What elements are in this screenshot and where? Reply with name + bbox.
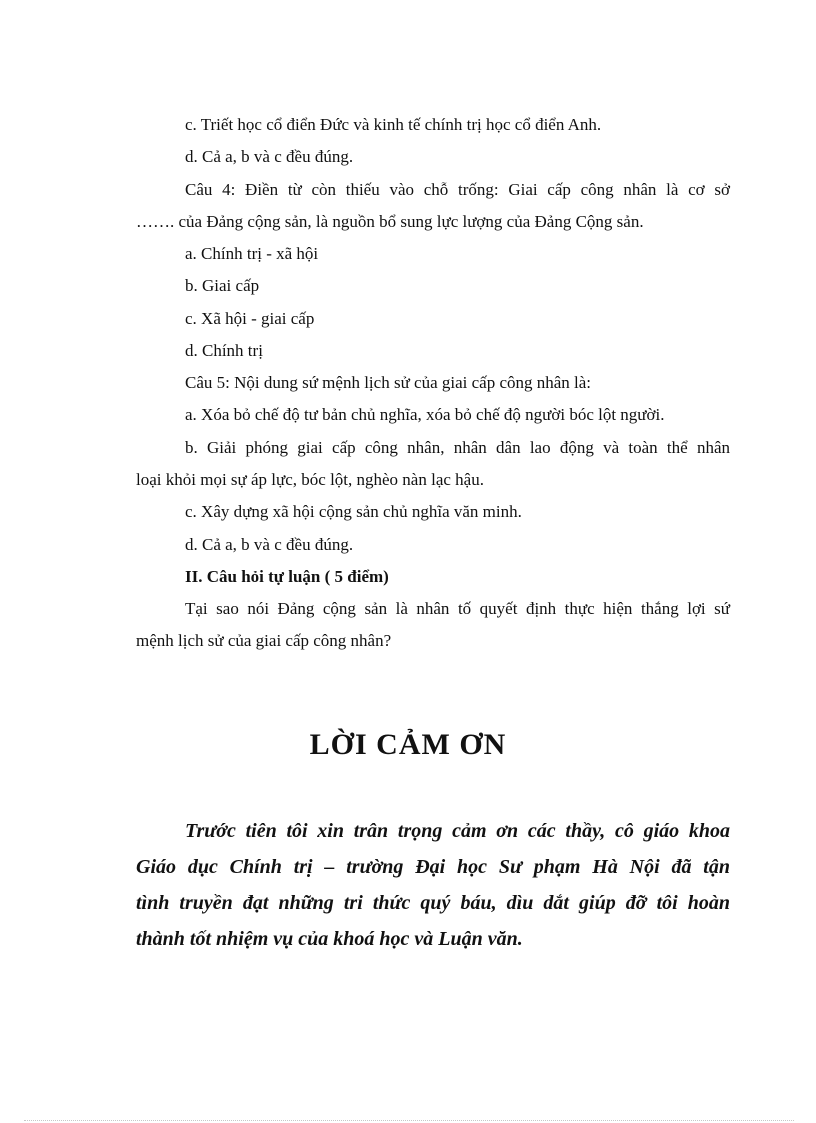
thanks-line-1: Trước tiên tôi xin trân trọng cảm ơn các thầy, cô giáo khoa bbox=[185, 820, 730, 842]
option-a-q5: a. Xóa bỏ chế độ tư bản chủ nghĩa, xóa bỏ chế độ người bóc lột người. bbox=[185, 405, 665, 424]
thanks-line-2: Giáo dục Chính trị – trường Đại học Sư phạm Hà Nội đã tận bbox=[136, 856, 730, 878]
thanks-line-4: thành tốt nhiệm vụ của khoá học và Luận văn. bbox=[136, 928, 523, 950]
essay-section-title: II. Câu hỏi tự luận ( 5 điểm) bbox=[185, 567, 389, 586]
acknowledgement-heading: LỜI CẢM ƠN bbox=[309, 728, 507, 761]
page-bottom-rule bbox=[24, 1120, 794, 1121]
option-d-q4: d. Chính trị bbox=[185, 341, 263, 360]
essay-question-line-1: Tại sao nói Đảng cộng sản là nhân tố quyết định thực hiện thắng lợi sứ bbox=[185, 599, 730, 618]
option-d-q3: d. Cả a, b và c đều đúng. bbox=[185, 147, 354, 166]
question-4-line-1: Câu 4: Điền từ còn thiếu vào chỗ trống: Giai cấp công nhân là cơ sở bbox=[185, 180, 730, 199]
option-c-q4: c. Xã hội - giai cấp bbox=[185, 309, 315, 328]
question-4-line-2: ……. của Đảng cộng sản, là nguồn bổ sung lực lượng của Đảng Cộng sản. bbox=[136, 212, 644, 231]
option-d-q5: d. Cả a, b và c đều đúng. bbox=[185, 535, 354, 554]
question-5: Câu 5: Nội dung sứ mệnh lịch sử của giai cấp công nhân là: bbox=[185, 373, 592, 392]
thanks-line-3: tình truyền đạt những tri thức quý báu, dìu dắt giúp đỡ tôi hoàn bbox=[136, 892, 730, 914]
option-c-q3: c. Triết học cổ điển Đức và kinh tế chính trị học cổ điển Anh. bbox=[185, 115, 602, 134]
option-c-q5: c. Xây dựng xã hội cộng sản chủ nghĩa văn minh. bbox=[185, 502, 522, 521]
option-b-q5-line-1: b. Giải phóng giai cấp công nhân, nhân dân lao động và toàn thể nhân bbox=[185, 438, 730, 457]
essay-question-line-2: mệnh lịch sử của giai cấp công nhân? bbox=[136, 631, 392, 650]
option-b-q5-line-2: loại khỏi mọi sự áp lực, bóc lột, nghèo nàn lạc hậu. bbox=[136, 470, 484, 489]
option-a-q4: a. Chính trị - xã hội bbox=[185, 244, 319, 263]
option-b-q4: b. Giai cấp bbox=[185, 276, 260, 295]
